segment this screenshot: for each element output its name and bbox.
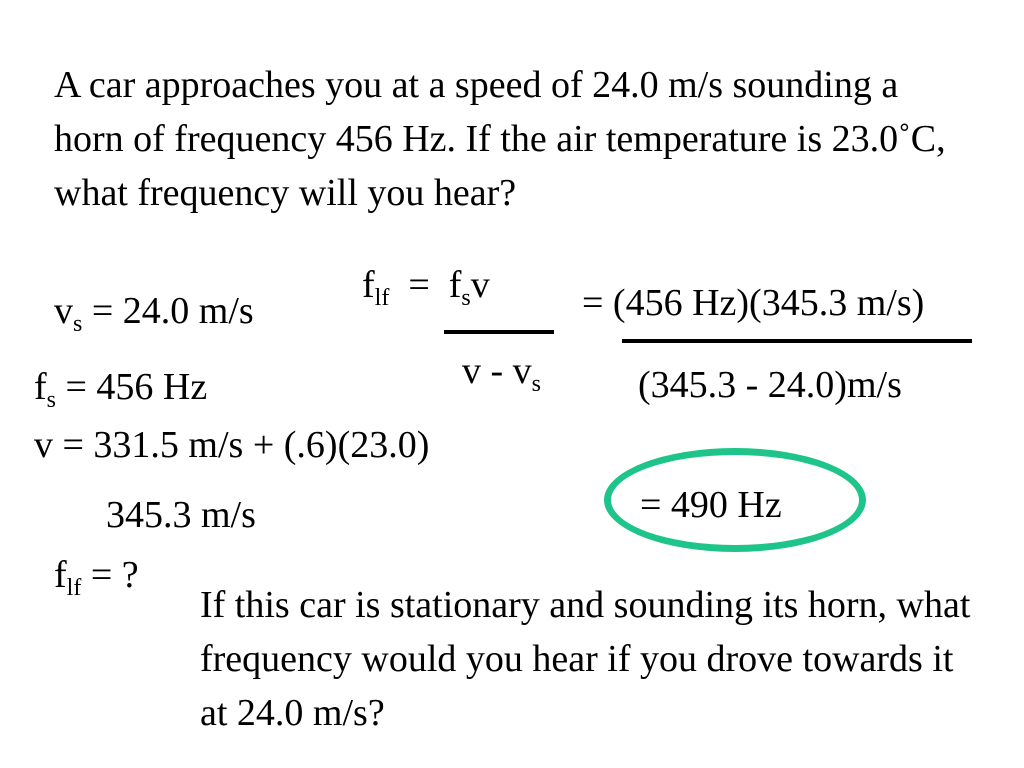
given-source-speed-value: = 24.0 m/s	[82, 290, 254, 332]
equation-numerator-subscript: s	[461, 285, 471, 311]
equation-denominator-subscript: s	[531, 371, 541, 397]
equation-numerator-symbol: f	[448, 264, 462, 306]
equation-lhs	[362, 266, 490, 310]
unknown-listener-frequency-subscript: lf	[66, 575, 82, 601]
substitution-denominator: (345.3 - 24.0)m/s	[638, 364, 902, 406]
unknown-listener-frequency	[54, 556, 139, 600]
answer: = 490 Hz	[640, 484, 782, 526]
followup-question: If this car is stationary and sounding its horn, what frequency would you hear if you drove towards it at 24.0 m/s?	[200, 584, 971, 734]
given-source-frequency-value: = 456 Hz	[56, 366, 208, 408]
given-source-frequency-symbol: f	[34, 366, 47, 408]
equation-denominator-main: v - v	[462, 350, 532, 392]
unknown-listener-frequency-value: = ?	[81, 554, 139, 596]
fraction-bar	[444, 330, 554, 334]
substitution-numerator: = (456 Hz)(345.3 m/s)	[582, 282, 925, 324]
given-source-speed-subscript: s	[73, 311, 83, 337]
problem-statement: A car approaches you at a speed of 24.0 m/s sounding a horn of frequency 456 Hz. If the air temperature is 23.0˚C, what frequency will you hear?	[54, 64, 946, 214]
equation-lhs-symbol: f	[362, 264, 375, 306]
equation-equals: =	[389, 264, 449, 306]
speed-of-sound-formula: v = 331.5 m/s + (.6)(23.0)	[34, 424, 430, 466]
equation-lhs-subscript: lf	[374, 285, 390, 311]
given-source-frequency-subscript: s	[46, 387, 56, 413]
given-source-frequency	[34, 368, 207, 412]
unknown-listener-frequency-symbol: f	[54, 554, 67, 596]
speed-of-sound-value: 345.3 m/s	[106, 494, 256, 536]
equation-numerator-rest: v	[470, 264, 490, 306]
equation-denominator	[462, 352, 541, 396]
given-source-speed	[54, 292, 254, 336]
given-source-speed-symbol: v	[54, 290, 73, 332]
substitution-fraction-bar	[622, 339, 972, 343]
